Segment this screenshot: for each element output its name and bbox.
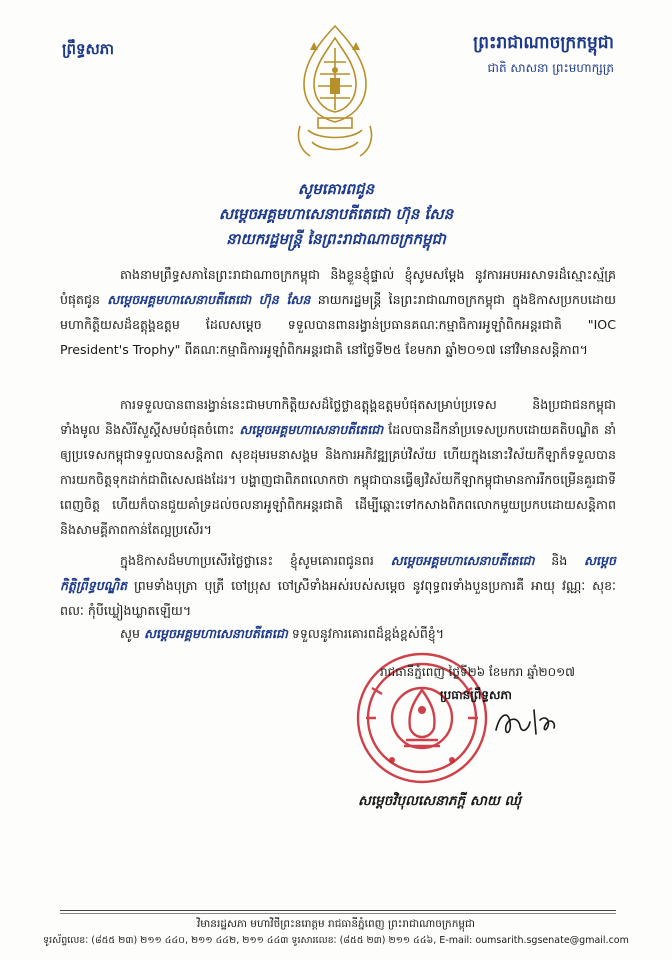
handwritten-signature xyxy=(490,700,560,745)
body-paragraph-3 xyxy=(60,548,616,623)
paragraph-text: ព្រមទាំងបុត្រា បុត្រី ចៅប្រុស ចៅស្រីទាំងអស់របស់សម្ដេច នូវពុទ្ធពរទាំងបួនប្រការគឺ អាយុ វណ្ណៈ សុខៈ ពលៈ កុំបីឃ្លៀងឃ្លាតឡើយ។ xyxy=(60,578,616,618)
paragraph-text: ដែលបានដឹកនាំប្រទេសប្រកបដោយគតិបណ្ឌិត នាំឲ្យប្រទេសកម្ពុជាទទួលបានសន្តិភាព សុខដុមរមនាសង្គម និងការអភិវឌ្ឍគ្រប់វិស័យ ហើយក្នុងនោះវិស័យកីឡាក៏ទទួលបានការយកចិត្តទុកដាក់ជាពិសេសផងដែរ។ បង្ហាញជាពិភពលោកថា កម្ពុជាបានធ្វើឲ្យវិស័យកីឡាកម្ពុជាមានការរីកចម្រើនគួរជាទីពេញចិត្ត ហើយក៏បានជួយគាំទ្រដល់ចលនាអូឡាំពិកអន្តរជាតិ ដើម្បីឆ្ពោះទៅកសាងពិភពលោកមួយប្រកបដោយសន្តិភាព និងសាមគ្គីភាពកាន់តែល្អប្រសើរ។ xyxy=(60,422,616,537)
senate-label: ព្រឹទ្ធសភា xyxy=(62,40,115,58)
paragraph-text: ក្នុងឱកាសដ៏មហាប្រសើរថ្លៃថ្លានេះ ខ្ញុំសូមគោរពជូនពរ xyxy=(120,553,391,568)
paragraph-text: នាយករដ្ឋមន្ត្រី នៃព្រះរាជាណាចក្រកម្ពុជា ក្នុងឱកាសប្រកបដោយមហាកិត្តិយសដ៏ឧត្តុង្គឧត្ដម ដែលសម្ដេច ទទួលបានពានរង្វាន់ប្រធានគណៈកម្មាធិការអូឡាំពិកអន្តរជាតិ "IOC President's Trophy" ពីគណៈកម្មាធិការអូឡាំពិកអន្តរជាតិ នៅថ្ងៃទី២៥ ខែមករា ឆ្នាំ២០១៧ នៅវិមានសន្តិភាព។ xyxy=(60,292,616,357)
kingdom-header xyxy=(473,32,614,78)
signer-title: ប្រធានព្រឹទ្ធសភា xyxy=(440,688,512,702)
paragraph-text: និង xyxy=(534,553,585,568)
footer-contact: ទូរស័ព្ទលេខៈ (៨៥៥ ២៣) ២១១ ៤៤០, ២១១ ៤៤២, ២១១ ៤៤៣ ទូរសារលេខៈ (៨៥៥ ២៣) ២១១ ៤៤៦, E-mail: oumsarith.sgsenate@gmail.com xyxy=(43,935,629,946)
addressee-name: សម្ដេចអគ្គមហាសេនាបតីតេជោ xyxy=(144,626,288,641)
footer-divider-thin xyxy=(60,913,616,914)
body-paragraph-1 xyxy=(60,262,616,362)
salutation-line-3: នាយករដ្ឋមន្ត្រី នៃព្រះរាជាណាចក្រកម្ពុជា xyxy=(226,230,446,248)
paragraph-text: តាងនាមព្រឹទ្ធសភានៃព្រះរាជាណាចក្រកម្ពុជា និងខ្លួនខ្ញុំផ្ទាល់ ខ្ញុំសូមសម្ដែង នូវការអបអរសាទរដ៏ស្មោះស្ម័គ្របំផុតជូន xyxy=(60,267,616,307)
closing-line xyxy=(60,626,616,645)
sign-date: រាជធានីភ្នំពេញ ថ្ងៃទី២៦ ខែមករា ឆ្នាំ២០១៧ xyxy=(380,665,576,679)
addressee-name: សម្ដេចអគ្គមហាសេនាបតីតេជោ ហ៊ុន សែន xyxy=(107,292,311,307)
paragraph-text: ទទួលនូវការគោរពដ៏ខ្ពង់ខ្ពស់ពីខ្ញុំ។ xyxy=(287,626,445,641)
body-paragraph-2 xyxy=(60,392,616,542)
national-motto: ជាតិ សាសនា ព្រះមហាក្សត្រ xyxy=(487,61,614,75)
paragraph-text: ការទទួលបានពានរង្វាន់នេះជាមហាកិត្តិយសដ៏ថ្លៃថ្លាឧត្តុង្គឧត្តមបំផុតសម្រាប់ប្រទេស និងប្រជាជនកម្ពុជាទាំងមូល និងសិរីសួស្តីសមបំផុតចំពោះ xyxy=(60,397,616,437)
salutation-line-1: សូមគោរពជូន xyxy=(297,180,375,198)
addressee-name: សម្ដេចអគ្គមហាសេនាបតីតេជោ xyxy=(239,422,384,437)
footer-address: វិមានរដ្ឋសភា មហាវិថីព្រះនរោត្តម រាជធានីភ្នំពេញ ព្រះរាជាណាចក្រកម្ពុជា xyxy=(196,918,476,930)
royal-coat-of-arms-emblem xyxy=(290,22,380,164)
signer-name: សម្ដេចវិបុលសេនាភក្តី សាយ ឈុំ xyxy=(358,793,521,809)
footer-divider xyxy=(60,910,616,911)
addressee-name: សម្ដេចអគ្គមហាសេនាបតីតេជោ xyxy=(390,553,535,568)
salutation-line-2: សម្ដេចអគ្គមហាសេនាបតីតេជោ ហ៊ុន សែន xyxy=(218,205,454,223)
paragraph-text: សូម xyxy=(120,626,144,641)
spouse-name: សម្ដេចកិត្តិព្រឹទ្ធបណ្ឌិត xyxy=(60,553,617,593)
kingdom-title: ព្រះរាជាណាចក្រកម្ពុជា xyxy=(473,33,614,53)
